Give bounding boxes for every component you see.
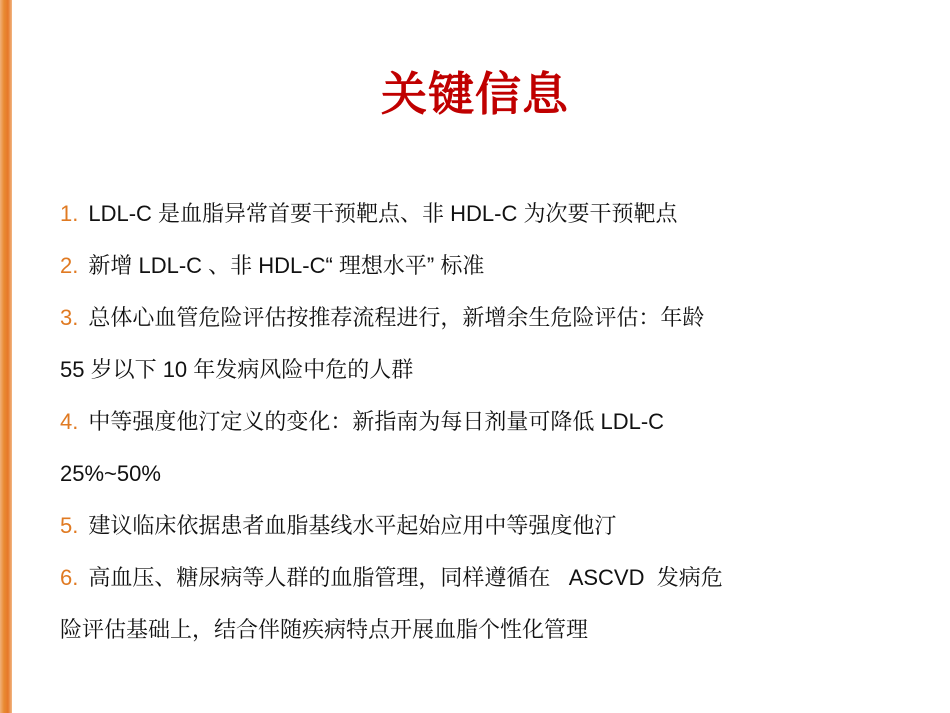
item-text: 高血压、糖尿病等人群的血脂管理，同样遵循在 ASCVD 发病危 — [88, 565, 723, 590]
item-number: 5. — [60, 513, 79, 538]
item-text: 建议临床依据患者血脂基线水平起始应用中等强度他汀 — [88, 513, 617, 538]
item-number: 4. — [60, 409, 79, 434]
item-text-continuation: 25%~50% — [60, 461, 161, 486]
item-text: LDL-C 是血脂异常首要干预靶点、非 HDL-C 为次要干预靶点 — [88, 201, 678, 226]
item-number: 1. — [60, 201, 79, 226]
list-item — [60, 188, 880, 240]
list-item — [60, 240, 880, 292]
item-text: 中等强度他汀定义的变化：新指南为每日剂量可降低 LDL-C — [88, 409, 665, 434]
item-text: 总体心血管危险评估按推荐流程进行，新增余生危险评估：年龄 — [88, 305, 705, 330]
item-number: 2. — [60, 253, 79, 278]
list-item — [60, 396, 880, 500]
key-points-list — [60, 188, 880, 656]
list-item — [60, 292, 880, 396]
item-text-continuation: 55 岁以下 10 年发病风险中危的人群 — [60, 357, 414, 382]
item-text: 新增 LDL-C 、非 HDL-C“ 理想水平” 标准 — [88, 253, 485, 278]
list-item — [60, 500, 880, 552]
item-text-continuation: 险评估基础上，结合伴随疾病特点开展血脂个性化管理 — [60, 617, 589, 642]
item-number: 6. — [60, 565, 79, 590]
item-number: 3. — [60, 305, 79, 330]
slide-title: 关键信息 — [381, 68, 569, 120]
list-item — [60, 552, 880, 656]
